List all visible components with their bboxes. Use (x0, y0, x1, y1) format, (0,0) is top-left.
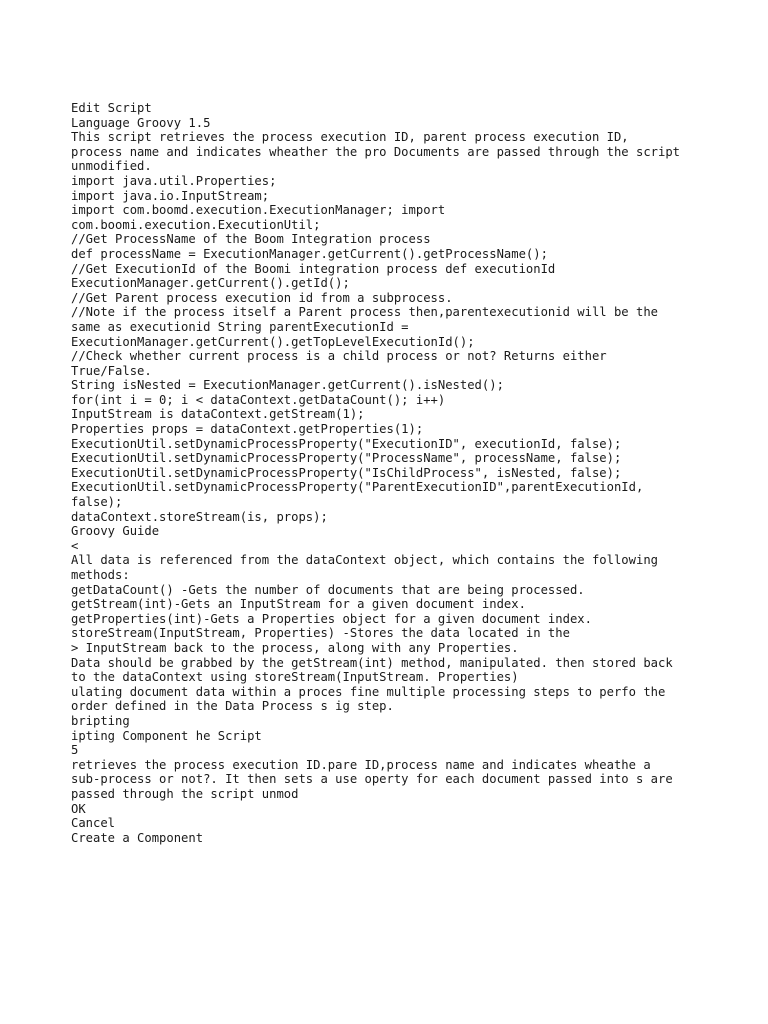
document-line: //Check whether current process is a child process or not? Returns either (71, 349, 607, 364)
document-line: sub-process or not?. It then sets a use operty for each document passed into s are (71, 772, 673, 787)
document-line: order defined in the Data Process s ig step. (71, 699, 394, 714)
document-line: //Note if the process itself a Parent process then,parentexecutionid will be the (71, 305, 658, 320)
document-line: True/False. (71, 363, 152, 378)
document-line: ExecutionManager.getCurrent().getTopLevelExecutionId(); (71, 334, 475, 349)
document-line: import com.boomd.execution.ExecutionManager; import (71, 203, 446, 218)
document-line: Groovy Guide (71, 524, 160, 539)
document-line: This script retrieves the process execution ID, parent process execution ID, (71, 130, 629, 145)
document-line: bripting (71, 713, 130, 728)
document-line: Edit Script (71, 101, 152, 115)
document-line: to the dataContext using storeStream(InputStream. Properties) (71, 670, 519, 685)
document-line: ulating document data within a proces fine multiple processing steps to perfo the (71, 684, 666, 699)
document-line: //Get ProcessName of the Boom Integration process (71, 232, 431, 247)
cancel-button[interactable]: Cancel (71, 816, 116, 831)
document-line: same as executionid String parentExecutionId = (71, 319, 409, 334)
document-line: def processName = ExecutionManager.getCurrent().getProcessName(); (71, 246, 548, 261)
document-line: false); (71, 495, 123, 510)
document-line: ExecutionManager.getCurrent().getId(); (71, 276, 350, 291)
document-line: getProperties(int)-Gets a Properties object for a given document index. (71, 611, 592, 626)
document-line: getDataCount() -Gets the number of documents that are being processed. (71, 582, 585, 597)
document-line: import java.util.Properties; (71, 173, 277, 188)
ok-button[interactable]: OK (71, 801, 86, 816)
document-line: All data is referenced from the dataContext object, which contains the following (71, 553, 658, 568)
document-line: Create a Component (71, 830, 204, 845)
document-line: ipting Component he Script (71, 728, 262, 743)
document-line: //Get ExecutionId of the Boomi integration process def executionId (71, 261, 556, 276)
document-line: process name and indicates wheather the pro Documents are passed through the script (71, 144, 681, 159)
document-line: getStream(int)-Gets an InputStream for a given document index. (71, 597, 526, 612)
document-line: passed through the script unmod (71, 786, 299, 801)
document-line: import java.io.InputStream; (71, 188, 270, 203)
document-line: storeStream(InputStream, Properties) -Stores the data located in the (71, 626, 570, 641)
document-line: //Get Parent process execution id from a subprocess. (71, 290, 453, 305)
document-line: String isNested = ExecutionManager.getCurrent().isNested(); (71, 378, 504, 393)
document-line: Language Groovy 1.5 (71, 115, 211, 130)
document-line: Properties props = dataContext.getProperties(1); (71, 422, 424, 437)
document-line: InputStream is dataContext.getStream(1); (71, 407, 365, 422)
document-body (71, 101, 711, 845)
document-line: < (71, 538, 79, 553)
document-line: ExecutionUtil.setDynamicProcessProperty("ProcessName", processName, false); (71, 451, 622, 466)
document-line: ExecutionUtil.setDynamicProcessProperty("IsChildProcess", isNested, false); (71, 465, 622, 480)
document-line: ExecutionUtil.setDynamicProcessProperty("ParentExecutionID",parentExecutionId, (71, 480, 644, 495)
document-line: ExecutionUtil.setDynamicProcessProperty("ExecutionID", executionId, false); (71, 436, 622, 451)
document-line: for(int i = 0; i < dataContext.getDataCount(); i++) (71, 392, 446, 407)
document-line: unmodified. (71, 159, 152, 174)
document-line: > InputStream back to the process, along with any Properties. (71, 640, 519, 655)
document-line: dataContext.storeStream(is, props); (71, 509, 328, 524)
document-line: retrieves the process execution ID.pare ID,process name and indicates wheathe a (71, 757, 651, 772)
document-line: Data should be grabbed by the getStream(int) method, manipulated. then stored back (71, 655, 673, 670)
document-line: 5 (71, 743, 79, 758)
document-line: com.boomi.execution.ExecutionUtil; (71, 217, 321, 232)
document-line: methods: (71, 568, 130, 582)
